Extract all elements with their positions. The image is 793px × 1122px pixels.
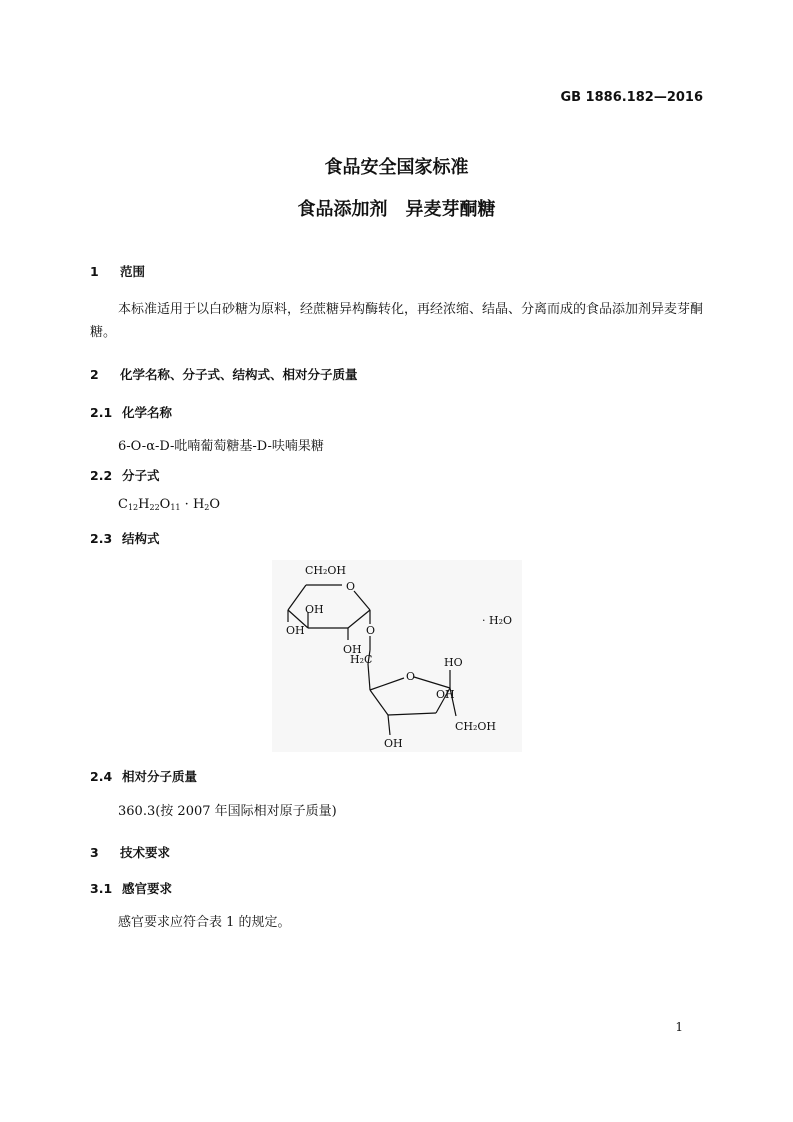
formula-subscript: 12 [127, 503, 139, 512]
formula-element: O [159, 497, 171, 512]
section-2-2-heading [90, 466, 160, 484]
section-number: 3 [90, 845, 99, 860]
linking-oxygen-label: O [366, 624, 376, 637]
scope-paragraph: 本标准适用于以白砂糖为原料，经蔗糖异构酶转化，再经浓缩、结晶、分离而成的食品添加剂异麦芽酮糖。 [90, 302, 704, 340]
structure-drawing [272, 560, 522, 752]
section-title: 相对分子质量 [122, 769, 198, 784]
molecular-mass: 360.3(按 2007 年国际相对原子质量) [118, 804, 337, 819]
ch2oh-label: CH₂OH [305, 564, 347, 577]
ring-oxygen-label: O [406, 670, 416, 683]
section-2-heading [90, 365, 358, 383]
formula-subscript: 2 [204, 503, 210, 512]
section-number: 2.4 [90, 769, 113, 784]
sensory-requirement-text: 感官要求应符合表 1 的规定。 [118, 915, 291, 930]
molecular-formula [118, 497, 220, 512]
section-title: 技术要求 [120, 845, 171, 860]
section-title: 结构式 [122, 531, 160, 546]
standard-number: GB 1886.182—2016 [560, 90, 703, 105]
document-title-line2: 食品添加剂 异麦芽酮糖 [297, 199, 496, 220]
hydroxyl-label: OH [343, 643, 362, 656]
formula-element: H [192, 497, 205, 512]
section-title: 感官要求 [122, 881, 173, 896]
section-number: 2.1 [90, 405, 113, 420]
hydroxyl-label: OH [436, 688, 455, 701]
formula-subscript: 22 [149, 503, 160, 512]
structural-formula [272, 560, 522, 752]
hydroxyl-label: HO [444, 656, 463, 669]
section-2-1-heading [90, 403, 172, 421]
section-number: 2 [90, 367, 99, 382]
section-3-heading [90, 843, 170, 861]
section-number: 3.1 [90, 881, 113, 896]
section-title: 范围 [120, 264, 146, 279]
formula-element: O [209, 497, 221, 512]
hydroxyl-label: OH [305, 603, 324, 616]
section-number: 1 [90, 264, 99, 279]
section-title: 分子式 [122, 468, 160, 483]
chemical-name: 6-O-α-D-吡喃葡萄糖基-D-呋喃果糖 [118, 439, 324, 454]
ring-oxygen-label: O [346, 580, 356, 593]
section-title: 化学名称 [122, 405, 173, 420]
formula-element: C [118, 497, 128, 512]
section-title: 化学名称、分子式、结构式、相对分子质量 [120, 367, 358, 382]
section-3-1-heading [90, 879, 172, 897]
formula-element: H [138, 497, 150, 512]
ch2oh-label: CH₂OH [455, 720, 497, 733]
document-title-line1: 食品安全国家标准 [324, 157, 469, 178]
hydroxyl-label: OH [384, 737, 403, 750]
section-number: 2.2 [90, 468, 113, 483]
section-2-4-heading [90, 767, 197, 785]
section-number: 2.3 [90, 531, 113, 546]
page-number: 1 [675, 1020, 683, 1034]
section-2-3-heading [90, 529, 160, 547]
formula-subscript: 11 [170, 503, 181, 512]
hydroxyl-label: OH [286, 624, 305, 637]
formula-dot: · [180, 497, 193, 512]
section-1-heading [90, 262, 145, 280]
water-label: · H₂O [482, 614, 513, 627]
h2c-label: H₂C [350, 653, 373, 666]
